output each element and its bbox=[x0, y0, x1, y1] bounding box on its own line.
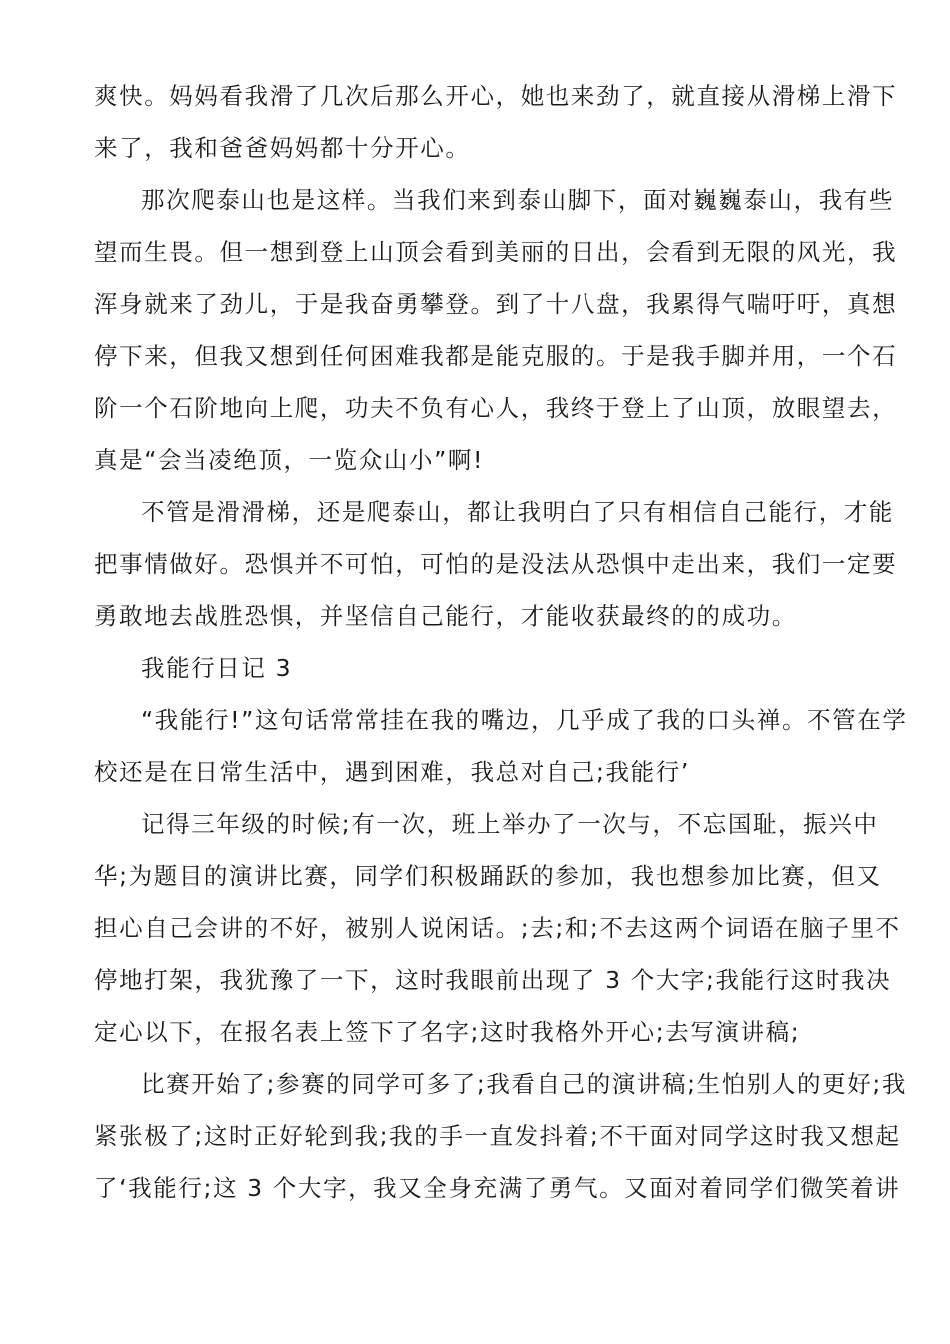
paragraph-first-line: 不管是滑滑梯，还是爬泰山，都让我明白了只有相信自己能行，才能 bbox=[141, 498, 894, 526]
text-line: 勇敢地去战胜恐惧，并坚信自己能行，才能收获最终的的成功。 bbox=[94, 602, 797, 630]
paragraph-first-line: 那次爬泰山也是这样。当我们来到泰山脚下，面对巍巍泰山，我有些 bbox=[141, 186, 894, 214]
paragraph-first-line: 记得三年级的时候;有一次，班上举办了一次与，不忘国耻，振兴中 bbox=[141, 810, 879, 838]
text-line: 把事情做好。恐惧并不可怕，可怕的是没法从恐惧中走出来，我们一定要 bbox=[94, 550, 898, 578]
text-line: 紧张极了;这时正好轮到我;我的手一直发抖着;不干面对同学这时我又想起 bbox=[94, 1122, 901, 1150]
text-line: 浑身就来了劲儿，于是我奋勇攀登。到了十八盘，我累得气喘吁吁，真想 bbox=[94, 290, 898, 318]
text-line: 了‘我能行;这 3 个大字，我又全身充满了勇气。又面对着同学们微笑着讲 bbox=[94, 1174, 901, 1202]
text-line: 担心自己会讲的不好，被别人说闲话。;去;和;不去这两个词语在脑子里不 bbox=[94, 914, 901, 942]
text-line: 停下来，但我又想到任何困难我都是能克服的。于是我手脚并用，一个石 bbox=[94, 342, 898, 370]
text-line: 真是“会当凌绝顶，一览众山小”啊! bbox=[94, 446, 484, 474]
section-heading: 我能行日记 3 bbox=[141, 654, 293, 682]
paragraph-first-line: 比赛开始了;参赛的同学可多了;我看自己的演讲稿;生怕别人的更好;我 bbox=[141, 1070, 907, 1098]
text-line: 爽快。妈妈看我滑了几次后那么开心，她也来劲了，就直接从滑梯上滑下 bbox=[94, 82, 898, 110]
text-line: 望而生畏。但一想到登上山顶会看到美丽的日出，会看到无限的风光，我 bbox=[94, 238, 898, 266]
text-line: 来了，我和爸爸妈妈都十分开心。 bbox=[94, 134, 471, 162]
text-line: 校还是在日常生活中，遇到困难，我总对自己;我能行’ bbox=[94, 758, 690, 786]
text-line: 阶一个石阶地向上爬，功夫不负有心人，我终于登上了山顶，放眼望去， bbox=[94, 394, 898, 422]
paragraph-first-line: “我能行!”这句话常常挂在我的嘴边，几乎成了我的口头禅。不管在学 bbox=[141, 706, 908, 734]
text-line: 华;为题目的演讲比赛，同学们积极踊跃的参加，我也想参加比赛，但又 bbox=[94, 862, 882, 890]
text-line: 定心以下，在报名表上签下了名字;这时我格外开心;去写演讲稿; bbox=[94, 1018, 801, 1046]
text-line: 停地打架，我犹豫了一下，这时我眼前出现了 3 个大字;我能行这时我决 bbox=[94, 966, 892, 994]
